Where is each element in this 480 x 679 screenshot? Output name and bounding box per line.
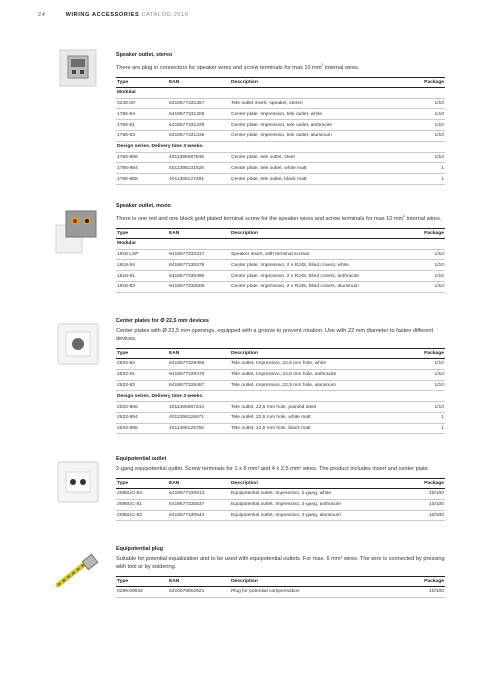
- table-row: [116, 587, 445, 598]
- cell-package: 1/10: [383, 359, 445, 370]
- table-row: [116, 109, 445, 120]
- cell-ean: 6418677330476: [168, 260, 230, 271]
- product-section: [116, 203, 445, 293]
- section-title: Center plates for Ø 22,5 mm devices: [116, 318, 209, 324]
- col-ean: EAN: [168, 228, 230, 238]
- cell-type: 0299.00032: [116, 587, 168, 598]
- cell-ean: 6418677331336: [168, 130, 230, 141]
- cell-ean: 6418677329487: [168, 380, 230, 391]
- table-row: [116, 499, 445, 510]
- cell-type: 2533-884: [116, 412, 168, 423]
- product-section: [116, 318, 445, 434]
- cell-package: 1/10: [383, 369, 445, 380]
- cell-type: 1766-885: [116, 174, 168, 185]
- col-ean: EAN: [168, 577, 230, 587]
- product-section: [116, 546, 445, 598]
- cell-ean: 6418677330513: [168, 489, 230, 500]
- cell-type: 2095UC-81: [116, 499, 168, 510]
- cell-package: 1/10: [383, 249, 445, 260]
- cell-type: 1766-866: [116, 152, 168, 163]
- cell-ean: 6418677331329: [168, 120, 230, 131]
- page-number: 24: [38, 12, 46, 18]
- cell-package: 10/100: [383, 489, 445, 500]
- section-description: Center plates with Ø 22,5 mm openings, equipped with a groove to prevent rotation. Use with 22 mm diameter to fasten different devices.: [116, 328, 434, 342]
- cell-package: 10/100: [383, 587, 445, 598]
- cell-description: Speaker insert, with terminal screws: [230, 249, 383, 260]
- col-package: Package: [383, 77, 445, 87]
- cell-description: Center plate, Impressivo, tele outlet, white: [230, 109, 383, 120]
- cell-type: 1819 LSP: [116, 249, 168, 260]
- col-package: Package: [383, 349, 445, 359]
- cell-description: Tele outlet, 22,5 mm hole, painted steel: [230, 402, 383, 413]
- col-description: Description: [230, 228, 383, 238]
- cell-description: Equipotential outlet, Impressivo, 2-gang, aluminum: [230, 510, 383, 521]
- cell-ean: 6418677330537: [168, 499, 230, 510]
- cell-description: Center plate, tele outlet, steel: [230, 152, 383, 163]
- col-ean: EAN: [168, 479, 230, 489]
- col-type: Type: [116, 77, 168, 87]
- cell-package: 1/10: [383, 130, 445, 141]
- table-row: [116, 510, 445, 521]
- cell-description: Tele outlet, Impressivo, 22,5 mm hole, anthracite: [230, 369, 383, 380]
- cell-ean: 6418677330506: [168, 281, 230, 292]
- cell-type: 2533-84: [116, 359, 168, 370]
- cell-package: 1/10: [383, 260, 445, 271]
- cell-package: 1/10: [383, 109, 445, 120]
- table-row: [116, 412, 445, 423]
- product-table: [116, 576, 445, 598]
- table-row: [116, 98, 445, 109]
- col-type: Type: [116, 479, 168, 489]
- cell-description: Center plate, tele outlet, white matt: [230, 163, 383, 174]
- col-type: Type: [116, 349, 168, 359]
- section-description: There is one red and one black gold plated terminal screw for the speaker wires and screw terminals for max 10 $mm^2$ internal wires.: [116, 214, 442, 222]
- cell-description: Center plate, Impressivo, 2 x RJ45, blind covers, white: [230, 260, 383, 271]
- section-description: Suitable for potential equalization and to be used with equipotential outlets. For max. 6 mm² wires. The wire is connected by pressing with tool or by soldering.: [116, 556, 445, 570]
- col-package: Package: [383, 228, 445, 238]
- cell-package: 10/100: [383, 510, 445, 521]
- cell-package: 1: [383, 412, 445, 423]
- cell-ean: 6418677329456: [168, 359, 230, 370]
- section-description: 2-gang equipotential outlet. Screw terminals for 1 x 6 mm² and 4 x 2,5 mm² wires. The product includes insert and center plate.: [116, 466, 430, 472]
- group-row: Modular: [116, 87, 445, 98]
- cell-description: Center plate, Impressivo, tele outlet, aluminum: [230, 130, 383, 141]
- table-row: [116, 130, 445, 141]
- speaker-mono-image: [52, 207, 104, 259]
- cell-description: Equipotential outlet, Impressivo, 2-gang, anthracite: [230, 499, 383, 510]
- cell-description: Plug for potential compensation: [230, 587, 383, 598]
- cell-type: 2533-81: [116, 369, 168, 380]
- cell-ean: 6418677330490: [168, 271, 230, 282]
- cell-description: Center plate, tele outlet, black matt: [230, 174, 383, 185]
- cell-type: 2095UC-84: [116, 489, 168, 500]
- cell-ean: 4011395128756: [168, 423, 230, 434]
- table-row: [116, 369, 445, 380]
- cell-ean: 4011395087848: [168, 152, 230, 163]
- cell-package: 1/10: [383, 120, 445, 131]
- cell-description: Equipotential outlet, Impressivo, 2-gang, white: [230, 489, 383, 500]
- section-description: There are plug in connectors for speaker wires and screw terminals for max 10 $mm^2$ internal wires.: [116, 63, 360, 71]
- col-description: Description: [230, 577, 383, 587]
- catalog-year: CATALOG 2019: [141, 12, 189, 18]
- col-package: Package: [383, 577, 445, 587]
- cell-package: 10/100: [383, 499, 445, 510]
- table-row: [116, 163, 445, 174]
- table-row: [116, 271, 445, 282]
- cell-package: 1/10: [383, 271, 445, 282]
- cell-description: Tele outlet, 22,5 mm hole, black matt: [230, 423, 383, 434]
- cell-description: Tele outlet, 22,5 mm hole, white matt: [230, 412, 383, 423]
- cell-type: 1819-83: [116, 281, 168, 292]
- col-ean: EAN: [168, 349, 230, 359]
- cell-type: 2533-885: [116, 423, 168, 434]
- table-row: [116, 359, 445, 370]
- table-row: [116, 260, 445, 271]
- cell-package: 1/10: [383, 402, 445, 413]
- col-ean: EAN: [168, 77, 230, 87]
- table-row: [116, 489, 445, 500]
- cell-ean: 4011395131626: [168, 163, 230, 174]
- group-row: Design series. Delivery time 3 weeks.: [116, 141, 445, 152]
- cell-ean: 6418677329470: [168, 369, 230, 380]
- cell-package: 1/10: [383, 281, 445, 292]
- page-header: [38, 12, 189, 18]
- cell-description: Tele outlet insert, speaker, stereo: [230, 98, 383, 109]
- cell-type: 1766-84: [116, 109, 168, 120]
- col-type: Type: [116, 228, 168, 238]
- section-title: Equipotential outlet: [116, 456, 167, 462]
- col-package: Package: [383, 479, 445, 489]
- cell-package: 1: [383, 174, 445, 185]
- cell-description: Center plate, Impressivo, tele outlet, anthracite: [230, 120, 383, 131]
- table-row: [116, 423, 445, 434]
- cell-ean: 6418677330544: [168, 510, 230, 521]
- table-row: [116, 249, 445, 260]
- section-title: Speaker outlet, stereo: [116, 52, 173, 58]
- col-description: Description: [230, 77, 383, 87]
- table-row: [116, 402, 445, 413]
- cell-package: 1: [383, 163, 445, 174]
- product-section: [116, 52, 445, 185]
- col-description: Description: [230, 349, 383, 359]
- cell-ean: 6418677331367: [168, 98, 230, 109]
- cell-type: 1819-81: [116, 271, 168, 282]
- group-row: Modular: [116, 238, 445, 249]
- equipotential-outlet-image: [52, 456, 104, 508]
- product-table: [116, 478, 445, 521]
- cell-ean: 4011395127261: [168, 174, 230, 185]
- cell-type: 0248.00: [116, 98, 168, 109]
- cell-ean: 4011395128671: [168, 412, 230, 423]
- table-row: [116, 281, 445, 292]
- cell-ean: 6418677331305: [168, 109, 230, 120]
- cell-description: Tele outlet, Impressivo, 22,5 mm hole, aluminum: [230, 380, 383, 391]
- table-row: [116, 152, 445, 163]
- cell-type: 2533-83: [116, 380, 168, 391]
- cell-type: 1766-81: [116, 120, 168, 131]
- cell-type: 1766-884: [116, 163, 168, 174]
- equipotential-plug-image: [52, 545, 104, 597]
- speaker-stereo-image: [52, 44, 104, 96]
- cell-package: 1: [383, 423, 445, 434]
- col-type: Type: [116, 577, 168, 587]
- cell-ean: 6418677334337: [168, 249, 230, 260]
- cell-type: 1766-83: [116, 130, 168, 141]
- cell-package: 1/10: [383, 98, 445, 109]
- group-row: Design series. Delivery time 3 weeks.: [116, 391, 445, 402]
- cell-type: 2533-866: [116, 402, 168, 413]
- product-table: [116, 228, 445, 293]
- cell-description: Center plate, Impressivo, 2 x RJ45, blind covers, aluminum: [230, 281, 383, 292]
- product-table: [116, 348, 445, 434]
- col-description: Description: [230, 479, 383, 489]
- table-row: [116, 174, 445, 185]
- catalog-title: WIRING ACCESSORIES: [65, 12, 140, 18]
- product-section: [116, 456, 445, 521]
- cell-package: 1/10: [383, 152, 445, 163]
- cell-description: Tele outlet, Impressivo, 22,5 mm hole, white: [230, 359, 383, 370]
- cell-ean: 4011395087244: [168, 402, 230, 413]
- cell-ean: 6410070602921: [168, 587, 230, 598]
- cell-description: Center plate, Impressivo, 2 x RJ45, blind covers, anthracite: [230, 271, 383, 282]
- center-plate-image: [52, 318, 104, 370]
- table-row: [116, 120, 445, 131]
- cell-type: 1819-84: [116, 260, 168, 271]
- table-row: [116, 380, 445, 391]
- product-table: [116, 77, 445, 185]
- section-title: Speaker outlet, mono: [116, 203, 171, 209]
- section-title: Equipotential plug: [116, 546, 164, 552]
- cell-type: 2095UC-83: [116, 510, 168, 521]
- cell-package: 1/10: [383, 380, 445, 391]
